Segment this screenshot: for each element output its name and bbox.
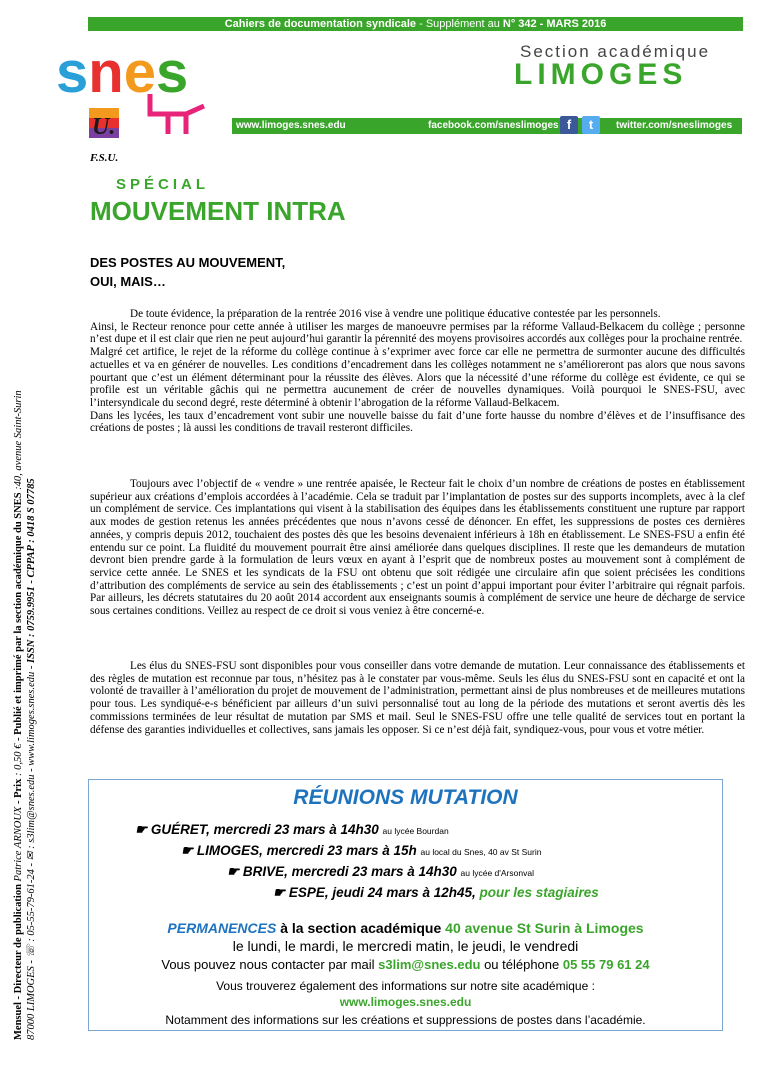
website-link[interactable]: www.limoges.snes.edu [236, 120, 346, 131]
headline-line-2: OUI, MAIS… [90, 274, 166, 289]
meeting-item: ☛ ESPE, jeudi 24 mars à 12h45, pour les stagiaires [273, 885, 599, 900]
facebook-link[interactable]: facebook.com/sneslimoges [428, 120, 559, 131]
meetings-title: RÉUNIONS MUTATION [293, 786, 518, 809]
paragraph: Malgré cet artifice, le rejet de la réforme du collège continue à s’exprimer avec force car elle ne permettra de surmonter aucune des difficultés actuelles et va en générer de nouvelles. Les conditions d’encadrement dans les collèges notamment ne s’amélioreront pas alors que nous savons pourtant que c’est un élément déterminant pour la réussite des élèves. Alors que la nécessité d’une réforme du collège est évidente, ce qui se profile est un véritable gâchis qui ne permettra aucunement de créer de nouvelles dynamiques. Voilà pourquoi le SNES-FSU, avec l’intersyndicale du second degré, reste déterminé à obtenir l’abrogation de la réforme Vallaud-Belkacem. [90, 346, 745, 409]
site-info: Vous trouverez également des informations sur notre site académique : [216, 979, 595, 993]
paragraph: Dans les lycées, les taux d’encadrement vont subir une nouvelle baisse du fait d’une forte hausse du nombre d’élèves et de l’insuffisance des créations de postes ; là aussi les conditions de travail resteront difficiles. [90, 409, 745, 435]
postes-note: Notamment des informations sur les créations et suppressions de postes dans l’académie. [165, 1013, 646, 1027]
issue-number: N° 342 - MARS 2016 [499, 18, 607, 30]
top-banner [88, 17, 743, 31]
paragraph: De toute évidence, la préparation de la rentrée 2016 vise à vendre une politique éducative contestée par les personnels. [130, 308, 661, 320]
pointing-hand-icon: ☛ [227, 864, 240, 879]
permanences-line: PERMANENCES à la section académique 40 avenue St Surin à Limoges [167, 920, 644, 936]
banner-separator: - [416, 18, 426, 30]
contact-line: Vous pouvez nous contacter par mail s3lim@snes.edu ou téléphone 05 55 79 61 24 [161, 957, 650, 972]
fsu-label: F.S.U. [90, 152, 119, 164]
opening-days: le lundi, le mardi, le mercredi matin, le jeudi, le vendredi [232, 938, 579, 954]
pointing-hand-icon: ☛ [181, 843, 194, 858]
paragraph: Les élus du SNES-FSU sont disponibles pour vous conseiller dans votre demande de mutation. Leur connaissance des établissements et des règles de mutation est reconnue par tous, n’hésitez pas à le constater par vous-même. Seuls les élus du SNES-FSU sont en capacité et ont la volonté de travailler à l’amélioration du projet de mouvement de l’administration, permettant ainsi de plus nombreuses et de meilleures mutations pour tous. Les syndiqué-e-s bénéficient par ailleurs d’un suivi personnalisé tout au long de la période des mutations et seront avertis dès les commissions terminées de leur résultat de mutation par SMS et mail. Seul le SNES-FSU offre une telle qualité de services tout en portant la défense des garanties individuelles et collectives, sans jamais les opposer. Si ce n’est déjà fait, syndiquez-vous, pour vous et votre métier. [90, 660, 745, 736]
u-logo-text: U. [92, 114, 116, 140]
site-link[interactable]: www.limoges.snes.edu [339, 995, 472, 1009]
publication-sidebar [12, 380, 38, 1040]
meetings-box [88, 779, 723, 1031]
article-headline [90, 253, 285, 291]
mail-icon: ✉ [26, 851, 37, 861]
link-bar [232, 118, 742, 134]
publication-name: Cahiers de documentation syndicale [224, 18, 417, 30]
facebook-icon[interactable]: f [560, 116, 578, 134]
meeting-item: ☛ GUÉRET, mercredi 23 mars à 14h30 au lycée Bourdan [135, 822, 449, 837]
contact-email[interactable]: s3lim@snes.edu [378, 957, 481, 972]
meeting-item: ☛ LIMOGES, mercredi 23 mars à 15h au local du Snes, 40 av St Surin [181, 843, 542, 858]
contact-phone: 05 55 79 61 24 [562, 957, 650, 972]
twitter-icon[interactable]: t [582, 116, 600, 134]
headline-line-1: DES POSTES AU MOUVEMENT, [90, 255, 286, 270]
snes-logo-text: snes [56, 42, 189, 105]
paragraph: Toujours avec l’objectif de « vendre » une rentrée apaisée, le Recteur fait le choix d’un nombre de créations de postes en établissement supérieur aux créations d’emplois accordées à l’académie. Cela se traduit par l’implantation de postes sur des supports incomplets, avec à la clef un complément de service. Ces implantations qui visent à la stabilisation des équipes dans les établissements constituent une rupture par rapport aux modes de gestion retenus les années précédentes que nous n’avons cessé de dénoncer. En effet, les suppressions de postes ces dernières années, y compris depuis 2012, touchaient des postes dès que les besoins devenaient inférieurs à 18h en établissement. Le SNES-FSU a enfin été entendu sur ce point. La fluidité du mouvement pourrait être ainsi améliorée dans quelques disciplines. Il reste que les demandeurs de mutation devront bien prendre garde à la formulation de leurs vœux en ayant à l’esprit que de nombreux postes au mouvement sont à complément de service cette année. Le SNES et les syndicats de la FSU ont obtenu que soit rédigée une circulaire afin que soient précisées les conditions d’attribution des compléments de service au sein des établissements ; c’est un point d’appui important pour éviter l’arbitraire qui régnait parfois. Par ailleurs, les décrets statutaires du 20 août 2014 accordent aux enseignants soumis à complément de service une heure de décharge de service sous certaines conditions. Veillez au respect de ce droit si vous veniez à être concerné-e. [90, 478, 745, 618]
paragraph: Ainsi, le Recteur renonce pour cette année à utiliser les marges de manoeuvre permises par la réforme Vallaud-Belkacem du collège ; personne n’est dupe et il est clair que rien ne peut aujourd’hui garantir la pérennité des moyens provisoires accordés aux collèges pour la prochaine rentrée. [90, 320, 745, 346]
supplement-label: Supplément au [425, 18, 500, 30]
sidebar-line-1: Mensuel - Directeur de publication Patrice ARNOUX - Prix : 0,50 € - Publié et imprimé par la section académique du SNES :40, avenue Saint-Surin [13, 390, 24, 1040]
article-section-2 [90, 478, 745, 618]
article-section-3 [90, 660, 745, 736]
sidebar-line-2: 87000 LIMOGES - ☏ : 05-55-79-61-24 - ✉ : s3lim@snes.edu - www.limoges.snes.edu - ISSN : 0759.9951 - CPPAP : 0418 S 07785 [26, 478, 37, 1040]
article-section-1 [90, 308, 745, 435]
city-title: LIMOGES [514, 58, 688, 91]
pointing-hand-icon: ☛ [135, 822, 148, 837]
twitter-link[interactable]: twitter.com/sneslimoges [616, 120, 733, 131]
meeting-item: ☛ BRIVE, mercredi 23 mars à 14h30 au lycée d'Arsonval [227, 864, 534, 879]
page-title: MOUVEMENT INTRA [90, 196, 346, 226]
snes-logo [54, 42, 244, 162]
section-label: Section académique [520, 42, 711, 61]
phone-icon: ☏ [26, 944, 37, 958]
pointing-hand-icon: ☛ [273, 885, 286, 900]
kicker: SPÉCIAL [116, 176, 210, 193]
